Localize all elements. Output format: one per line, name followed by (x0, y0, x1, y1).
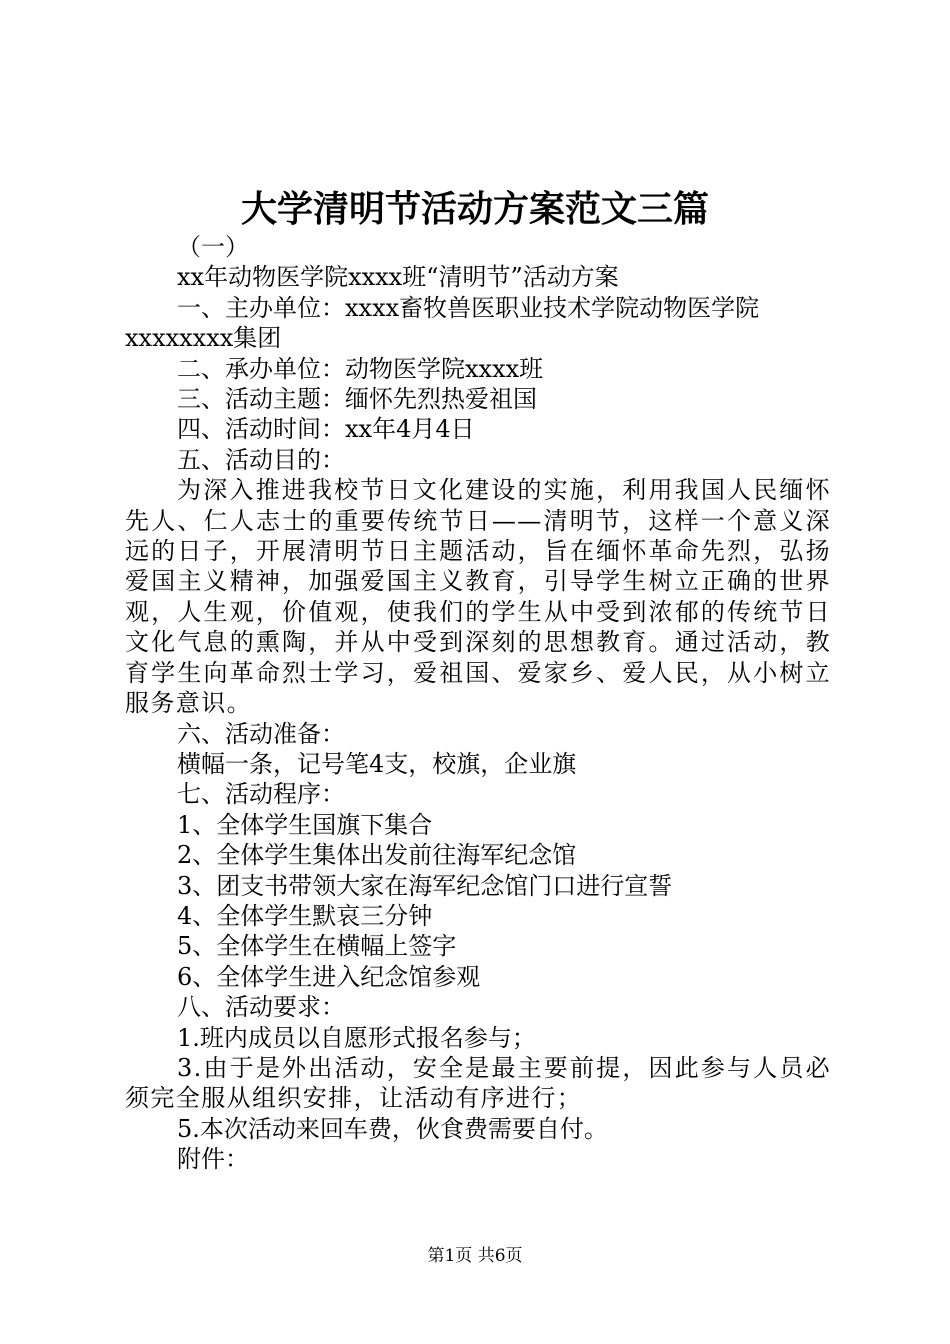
page-footer: 第1页 共6页 (427, 1246, 523, 1266)
purpose-heading: 五、活动目的： (177, 445, 345, 474)
document-title: 大学清明节活动方案范文三篇 (240, 189, 709, 230)
organizer-line-continued: xxxxxxxx集团 (125, 324, 282, 353)
procedure-step: 4、全体学生默哀三分钟 (177, 901, 433, 930)
requirements-heading: 八、活动要求： (177, 993, 345, 1022)
preparation-heading: 六、活动准备： (177, 719, 345, 748)
attachment-heading: 附件： (177, 1145, 249, 1174)
preparation-items: 横幅一条，记号笔4支，校旗，企业旗 (177, 749, 577, 778)
requirement-item: 5.本次活动来回车费，伙食费需要自付。 (177, 1114, 608, 1143)
time-line: 四、活动时间：xx年4月4日 (177, 415, 475, 444)
procedure-step: 1、全体学生国旗下集合 (177, 810, 433, 839)
plan-heading: xx年动物医学院xxxx班“清明节”活动方案 (177, 263, 619, 292)
procedure-heading: 七、活动程序： (177, 780, 345, 809)
procedure-step: 6、全体学生进入纪念馆参观 (177, 962, 481, 991)
organizer-line: 一、主办单位：xxxx畜牧兽医职业技术学院动物医学院 (177, 293, 760, 322)
procedure-step: 5、全体学生在横幅上签字 (177, 932, 457, 961)
requirement-item: 3.由于是外出活动，安全是最主要前提，因此参与人员必须完全服从组织安排，让活动有序进行； (125, 1053, 831, 1113)
procedure-step: 3、团支书带领大家在海军纪念馆门口进行宣誓 (177, 871, 673, 900)
requirement-item: 1.班内成员以自愿形式报名参与； (177, 1023, 536, 1052)
purpose-paragraph: 为深入推进我校节日文化建设的实施，利用我国人民缅怀先人、仁人志士的重要传统节日——清明节，这样一个意义深远的日子，开展清明节日主题活动，旨在缅怀革命先烈，弘扬爱国主义精神，加强爱国主义教育，引导学生树立正确的世界观，人生观，价值观，使我们的学生从中受到浓郁的传统节日文化气息的熏陶，并从中受到深刻的思想教育。通过活动，教育学生向革命烈士学习，爱祖国、爱家乡、爱人民，从小树立服务意识。 (125, 476, 831, 718)
section-number: （一） (177, 233, 249, 261)
co-organizer-line: 二、承办单位：动物医学院xxxx班 (177, 354, 544, 383)
document-body (125, 232, 831, 1175)
theme-line: 三、活动主题：缅怀先烈热爱祖国 (177, 385, 537, 414)
procedure-step: 2、全体学生集体出发前往海军纪念馆 (177, 841, 577, 870)
